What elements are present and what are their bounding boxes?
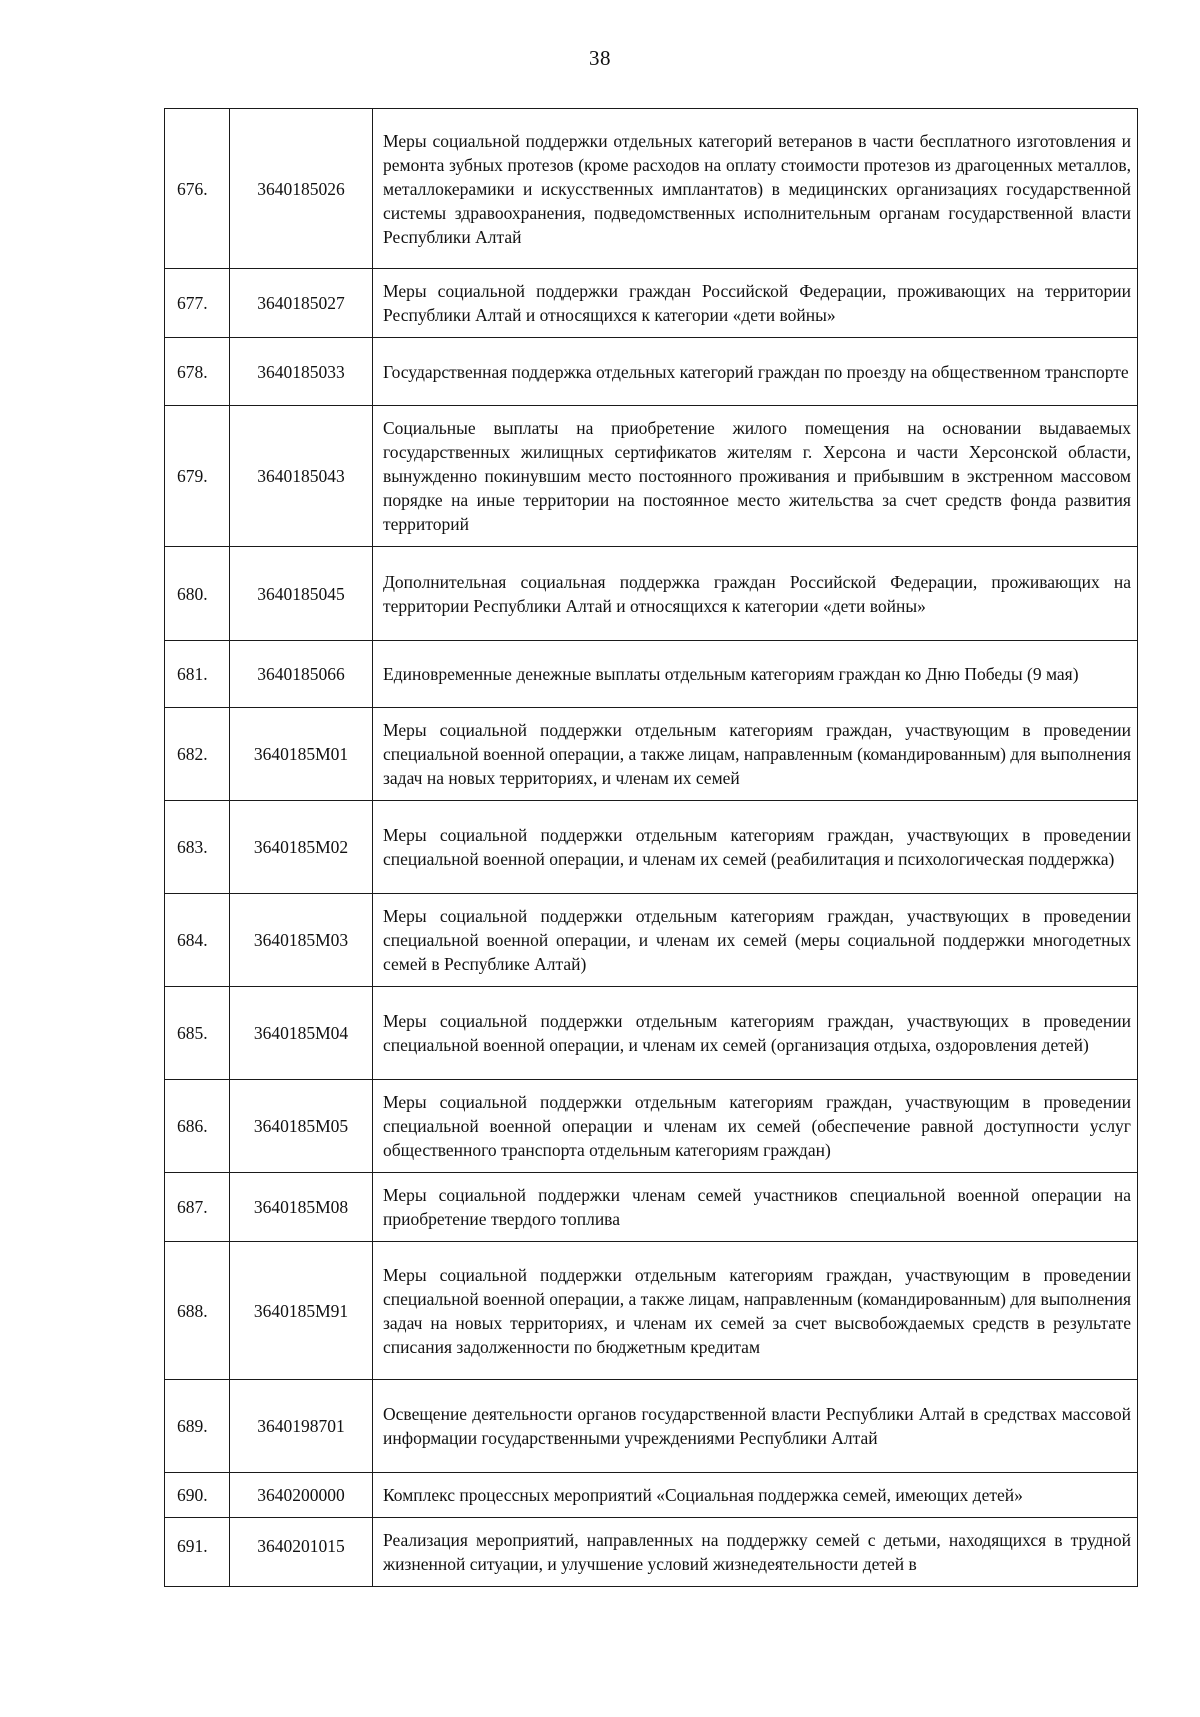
row-description: Меры социальной поддержки граждан Российской Федерации, проживающих на территории Республики Алтай и относящихся к категории «дети войны» [373, 269, 1138, 338]
row-description: Меры социальной поддержки членам семей участников специальной военной операции на приобретение твердого топлива [373, 1173, 1138, 1242]
row-number: 684. [165, 894, 230, 987]
table-row [165, 1473, 1138, 1518]
row-code: 3640185М91 [230, 1242, 373, 1380]
row-description: Единовременные денежные выплаты отдельным категориям граждан ко Дню Победы (9 мая) [373, 641, 1138, 708]
row-code: 3640185033 [230, 338, 373, 406]
row-number: 689. [165, 1380, 230, 1473]
row-number: 679. [165, 406, 230, 547]
row-number: 690. [165, 1473, 230, 1518]
page-number: 38 [589, 46, 611, 70]
row-code: 3640185М08 [230, 1173, 373, 1242]
table-row [165, 109, 1138, 269]
table-row [165, 1518, 1138, 1587]
row-code: 3640185М05 [230, 1080, 373, 1173]
row-number: 685. [165, 987, 230, 1080]
row-description: Меры социальной поддержки отдельным категориям граждан, участвующим в проведении специальной военной операции, а также лицам, направленным (командированным) для выполнения задач на новых территориях, и членам их семей [373, 708, 1138, 801]
row-code: 3640185027 [230, 269, 373, 338]
row-number: 686. [165, 1080, 230, 1173]
row-number: 688. [165, 1242, 230, 1380]
table-row [165, 1242, 1138, 1380]
row-description: Дополнительная социальная поддержка граждан Российской Федерации, проживающих на территории Республики Алтай и относящихся к категории «дети войны» [373, 547, 1138, 641]
budget-codes-table [164, 108, 1138, 1587]
row-number: 677. [165, 269, 230, 338]
row-description: Меры социальной поддержки отдельным категориям граждан, участвующих в проведении специальной военной операции, и членам их семей (организация отдыха, оздоровления детей) [373, 987, 1138, 1080]
row-code: 3640185М01 [230, 708, 373, 801]
row-code: 3640185045 [230, 547, 373, 641]
row-description: Меры социальной поддержки отдельным категориям граждан, участвующих в проведении специальной военной операции, и членам их семей (реабилитация и психологическая поддержка) [373, 801, 1138, 894]
row-code: 3640185М04 [230, 987, 373, 1080]
row-number: 676. [165, 109, 230, 269]
row-number: 691. [165, 1518, 230, 1587]
row-code: 3640200000 [230, 1473, 373, 1518]
table-row [165, 547, 1138, 641]
row-code: 3640185М03 [230, 894, 373, 987]
row-code: 3640185043 [230, 406, 373, 547]
table-row [165, 894, 1138, 987]
row-number: 680. [165, 547, 230, 641]
table-row [165, 801, 1138, 894]
row-number: 681. [165, 641, 230, 708]
row-code: 3640185026 [230, 109, 373, 269]
row-description: Меры социальной поддержки отдельным категориям граждан, участвующим в проведении специальной военной операции, а также лицам, направленным (командированным) для выполнения задач на новых территориях, и членам их семей за счет высвобождаемых средств в результате списания задолженности по бюджетным кредитам [373, 1242, 1138, 1380]
table-row [165, 1380, 1138, 1473]
table-row [165, 708, 1138, 801]
row-description: Меры социальной поддержки отдельным категориям граждан, участвующим в проведении специальной военной операции и членам их семей (обеспечение равной доступности услуг общественного транспорта отдельным категориям граждан) [373, 1080, 1138, 1173]
row-code: 3640185М02 [230, 801, 373, 894]
table-row [165, 338, 1138, 406]
row-number: 682. [165, 708, 230, 801]
row-code: 3640201015 [230, 1518, 373, 1587]
table-row [165, 1173, 1138, 1242]
row-description: Меры социальной поддержки отдельным категориям граждан, участвующих в проведении специальной военной операции, и членам их семей (меры социальной поддержки многодетных семей в Республике Алтай) [373, 894, 1138, 987]
row-description: Комплекс процессных мероприятий «Социальная поддержка семей, имеющих детей» [373, 1473, 1138, 1518]
table-row [165, 987, 1138, 1080]
row-code: 3640185066 [230, 641, 373, 708]
table-row [165, 1080, 1138, 1173]
row-code: 3640198701 [230, 1380, 373, 1473]
table-row [165, 641, 1138, 708]
row-description: Социальные выплаты на приобретение жилого помещения на основании выдаваемых государственных жилищных сертификатов жителям г. Херсона и части Херсонской области, вынужденно покинувшим место постоянного проживания и прибывшим в экстренном массовом порядке на иные территории на постоянное место жительства за счет средств фонда развития территорий [373, 406, 1138, 547]
row-number: 687. [165, 1173, 230, 1242]
row-description: Меры социальной поддержки отдельных категорий ветеранов в части бесплатного изготовления и ремонта зубных протезов (кроме расходов на оплату стоимости протезов из драгоценных металлов, металлокерамики и искусственных имплантатов) в медицинских организациях государственной системы здравоохранения, подведомственных исполнительным органам государственной власти Республики Алтай [373, 109, 1138, 269]
row-description: Освещение деятельности органов государственной власти Республики Алтай в средствах массовой информации государственными учреждениями Республики Алтай [373, 1380, 1138, 1473]
table-row [165, 406, 1138, 547]
row-number: 678. [165, 338, 230, 406]
row-description: Государственная поддержка отдельных категорий граждан по проезду на общественном транспорте [373, 338, 1138, 406]
table-row [165, 269, 1138, 338]
row-description: Реализация мероприятий, направленных на поддержку семей с детьми, находящихся в трудной жизненной ситуации, и улучшение условий жизнедеятельности детей в [373, 1518, 1138, 1587]
row-number: 683. [165, 801, 230, 894]
